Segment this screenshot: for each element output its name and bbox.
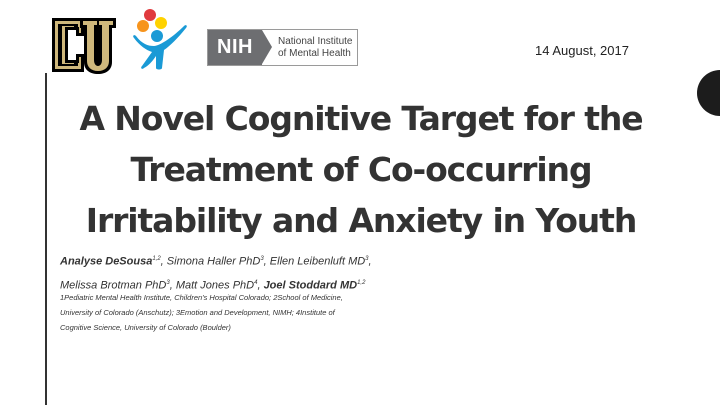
slide-decoration-dot bbox=[697, 70, 720, 116]
author-name: , Matt Jones PhD bbox=[169, 279, 255, 292]
author-affiliation-mark: 4 bbox=[254, 279, 258, 286]
author-affiliation-mark: 3 bbox=[166, 279, 170, 286]
title-line: Irritability and Anxiety in Youth bbox=[85, 201, 637, 240]
nih-mark: NIH bbox=[208, 30, 262, 65]
author-separator: , bbox=[368, 255, 372, 268]
affiliations bbox=[60, 290, 440, 335]
nih-institute-name bbox=[278, 36, 353, 60]
title-line: Treatment of Co-occurring bbox=[130, 150, 592, 189]
author-affiliation-mark: 3 bbox=[365, 256, 369, 262]
author-name: , Ellen Leibenluft MD bbox=[263, 255, 366, 268]
cu-logo bbox=[50, 14, 118, 76]
affiliation-line: Cognitive Science, University of Colorado (Boulder) bbox=[60, 323, 231, 332]
author-name: Joel Stoddard MD bbox=[263, 279, 358, 292]
vertical-divider bbox=[45, 73, 47, 405]
presentation-date: 14 August, 2017 bbox=[535, 43, 629, 58]
nih-name-line: National Institute bbox=[278, 35, 353, 47]
author-name: Melissa Brotman PhD bbox=[60, 279, 167, 292]
author-line bbox=[60, 249, 480, 273]
affiliation-line: University of Colorado (Anschutz); 3Emotion and Development, NIMH; 4Institute of bbox=[60, 308, 335, 317]
title-line: A Novel Cognitive Target for the bbox=[79, 99, 643, 138]
author-affiliation-mark: 3 bbox=[260, 256, 264, 262]
nih-name-line: of Mental Health bbox=[278, 47, 351, 59]
author-name: , Simona Haller PhD bbox=[160, 255, 261, 268]
nih-logo bbox=[207, 29, 358, 66]
author-separator: , bbox=[257, 279, 264, 292]
slide-title bbox=[50, 93, 672, 246]
author-name: Analyse DeSousa bbox=[60, 255, 153, 268]
affiliation-line: 1Pediatric Mental Health Institute, Children's Hospital Colorado; 2School of Medicine, bbox=[60, 293, 343, 302]
author-affiliation-mark: 1,2 bbox=[152, 256, 161, 262]
author-affiliation-mark: 1,2 bbox=[357, 279, 366, 286]
childrens-hospital-logo bbox=[128, 6, 190, 70]
